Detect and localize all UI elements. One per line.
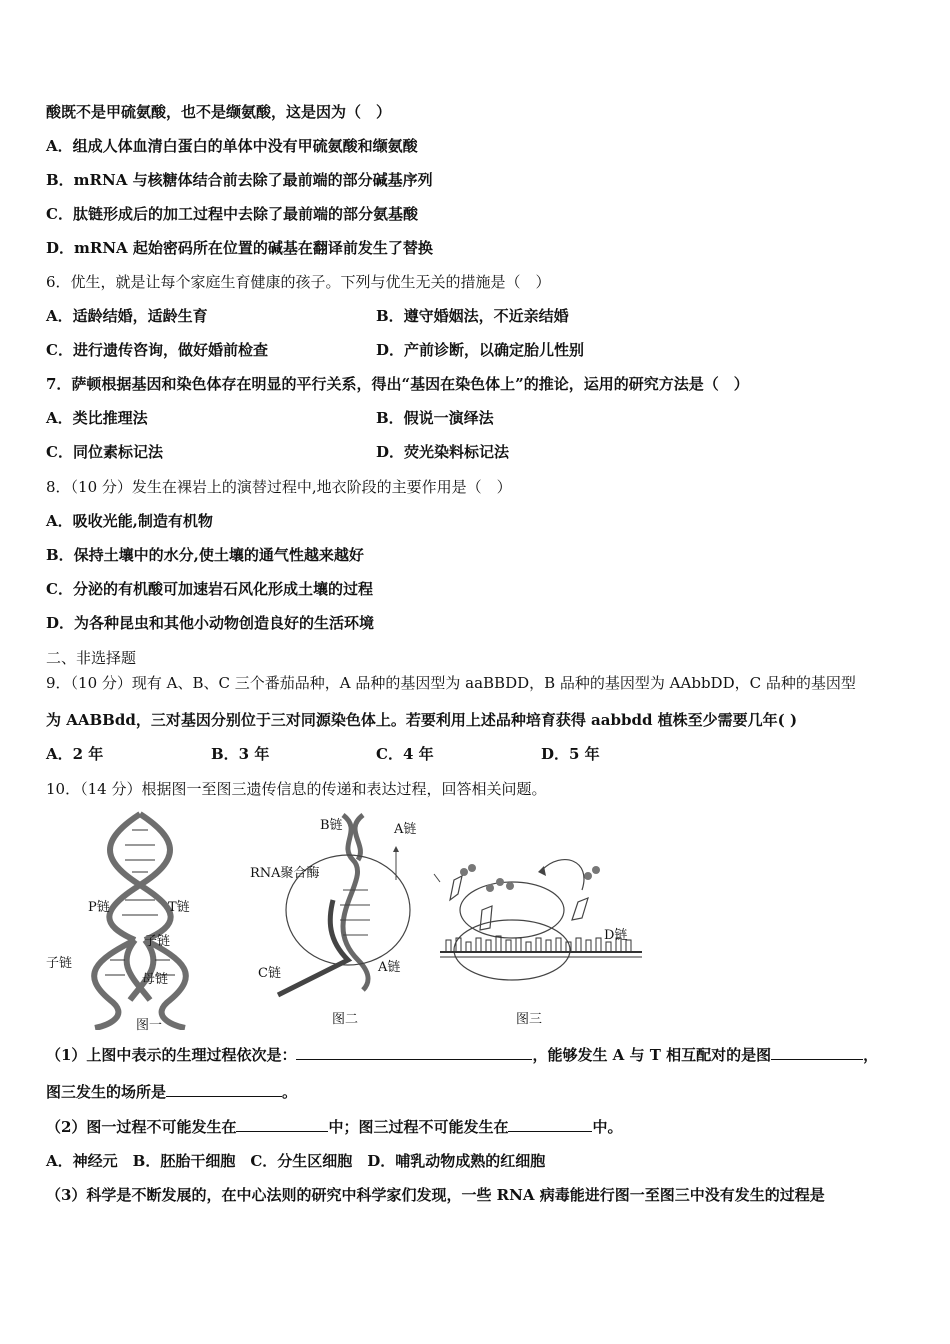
figure-2-transcription [248, 810, 428, 1030]
q10-part2-options: A．神经元 B．胚胎干细胞 C．分生区细胞 D．哺乳动物成熟的红细胞 [46, 1152, 546, 1170]
q10-part2-blank-2[interactable] [508, 1117, 592, 1132]
q5-option-c: C．肽链形成后的加工过程中去除了最前端的部分氨基酸 [46, 205, 418, 223]
q10-part2-text-c: 中。 [592, 1118, 623, 1136]
q5-stem: 酸既不是甲硫氨酸，也不是缬氨酸，这是因为（ ） [46, 103, 392, 121]
fig3-label-d-chain: D链 [604, 928, 628, 943]
q10-part1-line2 [46, 1082, 297, 1102]
q10-part2-text-a: （2）图一过程不可能发生在 [46, 1118, 237, 1136]
q10-part3: （3）科学是不断发展的，在中心法则的研究中科学家们发现，一些 RNA 病毒能进行图一至图三中没有发生的过程是 [46, 1186, 825, 1204]
fig2-caption: 图二 [332, 1012, 359, 1027]
figure-1-dna-replication [40, 810, 240, 1033]
q8-option-d: D．为各种昆虫和其他小动物创造良好的生活环境 [46, 614, 375, 632]
q9-stem-line1: 9．（10 分）现有 A、B、C 三个番茄品种，A 品种的基因型为 aaBBDD，B 品种的基因型为 AAbbDD，C 品种的基因型 [46, 674, 856, 692]
figure-3-drawing [432, 810, 647, 1030]
q10-stem: 10．（14 分）根据图一至图三遗传信息的传递和表达过程，回答相关问题。 [46, 780, 547, 798]
fig2-label-rna-polymerase: RNA聚合酶 [250, 866, 320, 881]
q10-part2-text-b: 中；图三过程不可能发生在 [328, 1118, 509, 1136]
figure-1-drawing [40, 810, 240, 1030]
q9-option-a: A．2 年 [46, 745, 104, 763]
figure-2-drawing [248, 810, 428, 1030]
q10-part1-text-e: 。 [282, 1083, 298, 1101]
section-heading: 二、非选择题 [46, 649, 137, 667]
q10-part1-text-a: （1）上图中表示的生理过程依次是： [46, 1046, 297, 1064]
fig2-label-c-chain: C链 [258, 966, 281, 981]
q9-option-c: C．4 年 [376, 745, 434, 763]
q10-part1-blank-1[interactable] [296, 1045, 532, 1060]
fig1-label-parent-chain: 母链 [142, 972, 169, 987]
fig1-label-p-chain: P链 [88, 900, 110, 915]
fig1-label-daughter-chain: 子链 [144, 934, 171, 949]
q10-part1-text-d: 图三发生的场所是 [46, 1083, 167, 1101]
q9-option-b: B．3 年 [211, 745, 270, 763]
q10-part2-blank-1[interactable] [236, 1117, 328, 1132]
fig1-label-daughter-chain-left: 子链 [46, 956, 73, 971]
q7-option-d: D．荧光染料标记法 [376, 443, 510, 461]
q8-option-a: A．吸收光能,制造有机物 [46, 512, 213, 530]
fig2-label-b-chain: B链 [320, 818, 343, 833]
q9-option-d: D．5 年 [541, 745, 600, 763]
q10-part1-text-c: ， [863, 1046, 879, 1064]
q5-option-b: B．mRNA 与核糖体结合前去除了最前端的部分碱基序列 [46, 171, 433, 189]
q10-part1-text-b: ，能够发生 A 与 T 相互配对的是图 [532, 1046, 772, 1064]
q8-option-b: B．保持土壤中的水分,使土壤的通气性越来越好 [46, 546, 364, 564]
q7-stem: 7．萨顿根据基因和染色体存在明显的平行关系，得出“基因在染色体上”的推论，运用的研究方法是（ ） [46, 375, 749, 393]
q10-part1-line1 [46, 1045, 878, 1065]
q9-stem-line2: 为 AABBdd，三对基因分别位于三对同源染色体上。若要利用上述品种培育获得 aabbdd 植株至少需要几年( ) [46, 711, 798, 729]
fig1-caption: 图一 [136, 1018, 163, 1033]
q7-option-b: B．假说一演绎法 [376, 409, 494, 427]
q6-option-c: C．进行遗传咨询，做好婚前检查 [46, 341, 268, 359]
q8-option-c: C．分泌的有机酸可加速岩石风化形成土壤的过程 [46, 580, 373, 598]
q6-stem: 6．优生，就是让每个家庭生育健康的孩子。下列与优生无关的措施是（ ） [46, 273, 551, 291]
q7-option-c: C．同位素标记法 [46, 443, 163, 461]
q7-option-a: A．类比推理法 [46, 409, 148, 427]
q10-part2-line [46, 1117, 622, 1137]
q8-stem: 8．（10 分）发生在裸岩上的演替过程中,地衣阶段的主要作用是（ ） [46, 478, 512, 496]
figure-3-translation [432, 810, 647, 1030]
q6-option-d: D．产前诊断，以确定胎儿性别 [376, 341, 585, 359]
fig3-caption: 图三 [516, 1012, 543, 1027]
fig2-label-a-chain-bottom: A链 [378, 960, 401, 975]
q5-option-d: D．mRNA 起始密码所在位置的碱基在翻译前发生了替换 [46, 239, 433, 257]
q6-option-a: A．适龄结婚，适龄生育 [46, 307, 208, 325]
q10-part1-blank-3[interactable] [166, 1082, 282, 1097]
q10-part1-blank-2[interactable] [771, 1045, 863, 1060]
fig2-label-a-chain-top: A链 [394, 822, 417, 837]
fig1-label-t-chain: T链 [168, 900, 190, 915]
q6-option-b: B．遵守婚姻法，不近亲结婚 [376, 307, 569, 325]
q5-option-a: A．组成人体血清白蛋白的单体中没有甲硫氨酸和缬氨酸 [46, 137, 418, 155]
